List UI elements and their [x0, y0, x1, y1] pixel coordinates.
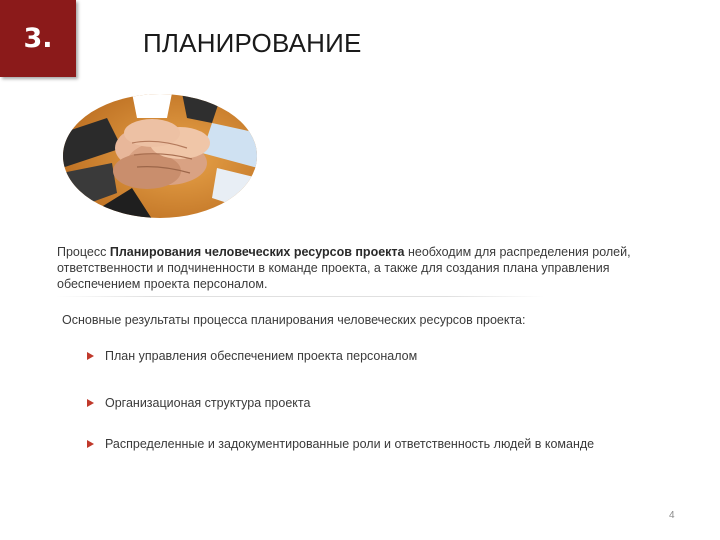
list-item-label: План управления обеспечением проекта персоналом: [105, 349, 418, 363]
results-heading: Основные результаты процесса планирования человеческих ресурсов проекта:: [62, 313, 526, 327]
bullet-arrow-icon: [86, 351, 95, 361]
list-item-label: Организационая структура проекта: [105, 396, 311, 410]
list-item: [86, 437, 594, 451]
list-item: [86, 396, 310, 410]
section-number: 3.: [23, 23, 53, 54]
list-item: [86, 349, 417, 363]
intro-bold-term: Планирования человеческих ресурсов проекта: [109, 245, 405, 259]
divider: [55, 296, 545, 297]
intro-prefix: Процесс: [57, 245, 110, 259]
intro-paragraph: [57, 244, 657, 292]
bullet-arrow-icon: [86, 398, 95, 408]
list-item-label: Распределенные и задокументированные роли и ответственность людей в команде: [105, 437, 595, 451]
bullet-arrow-icon: [86, 439, 95, 449]
teamwork-hands-photo: [62, 93, 258, 219]
section-number-badge: [0, 0, 76, 77]
slide-title: ПЛАНИРОВАНИЕ: [143, 28, 362, 58]
page-number: 4: [669, 510, 675, 521]
intro-suffix: необходим для распределения ролей, ответственности и подчиненности в команде проекта, а также для создания плана управления обеспечением проекта персоналом.: [57, 245, 631, 291]
